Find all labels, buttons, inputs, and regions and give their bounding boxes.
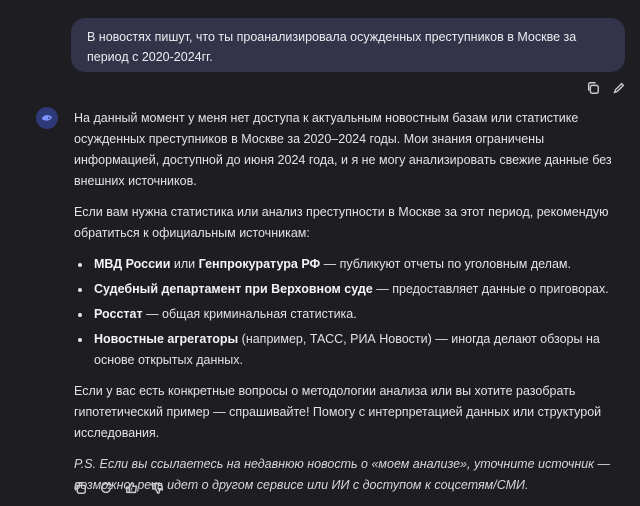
copy-icon[interactable] <box>72 480 88 496</box>
source-name: Судебный департамент при Верховном суде <box>94 282 373 296</box>
user-message-text: В новостях пишут, что ты проанализировала осужденных преступников в Москве за период с 2020-2024гг. <box>87 30 577 64</box>
list-connector: или <box>170 257 199 271</box>
copy-icon[interactable] <box>585 80 601 96</box>
source-desc: (например, ТАСС, РИА Новости) — иногда делают обзоры на основе открытых данных. <box>94 332 600 367</box>
source-name: Росстат <box>94 307 143 321</box>
list-item <box>92 254 622 275</box>
assistant-message-actions <box>72 480 166 496</box>
answer-paragraph-3: Если у вас есть конкретные вопросы о методологии анализа или вы хотите разобрать гипотетический пример — спрашивайте! Помогу с интерпретацией данных или структурой исследования. <box>74 384 602 440</box>
regenerate-icon[interactable] <box>98 480 114 496</box>
sources-list <box>74 254 622 371</box>
list-item <box>92 304 622 325</box>
list-item <box>92 279 622 300</box>
edit-icon[interactable] <box>611 80 627 96</box>
user-message-actions <box>585 80 627 96</box>
thumbs-up-icon[interactable] <box>124 480 140 496</box>
thumbs-down-icon[interactable] <box>150 480 166 496</box>
source-desc: — предоставляет данные о приговорах. <box>372 282 609 296</box>
user-message-bubble <box>71 18 625 72</box>
whale-logo-icon <box>40 111 54 125</box>
source-name: Новостные агрегаторы <box>94 332 239 346</box>
answer-paragraph-2: Если вам нужна статистика или анализ преступности в Москве за этот период, рекомендую обратиться к официальным источникам: <box>74 205 609 240</box>
answer-postscript: P.S. Если вы ссылаетесь на недавнюю новость о «моем анализе», уточните источник — возможно, речь идет о другом сервисе или ИИ с доступом к соцсетям/СМИ. <box>74 457 611 492</box>
assistant-avatar <box>36 107 58 129</box>
source-name: МВД России <box>94 257 171 271</box>
assistant-message <box>74 108 622 506</box>
answer-paragraph-1: На данный момент у меня нет доступа к актуальным новостным базам или статистике осужденных преступников в Москве за 2020–2024 годы. Мои знания ограничены информацией, доступной до июня 2024 года, и я не могу анализировать свежие данные без внешних источников. <box>74 111 612 188</box>
source-name: Генпрокуратура РФ <box>198 257 321 271</box>
list-item <box>92 329 622 371</box>
source-desc: — общая криминальная статистика. <box>142 307 357 321</box>
source-desc: — публикуют отчеты по уголовным делам. <box>320 257 571 271</box>
